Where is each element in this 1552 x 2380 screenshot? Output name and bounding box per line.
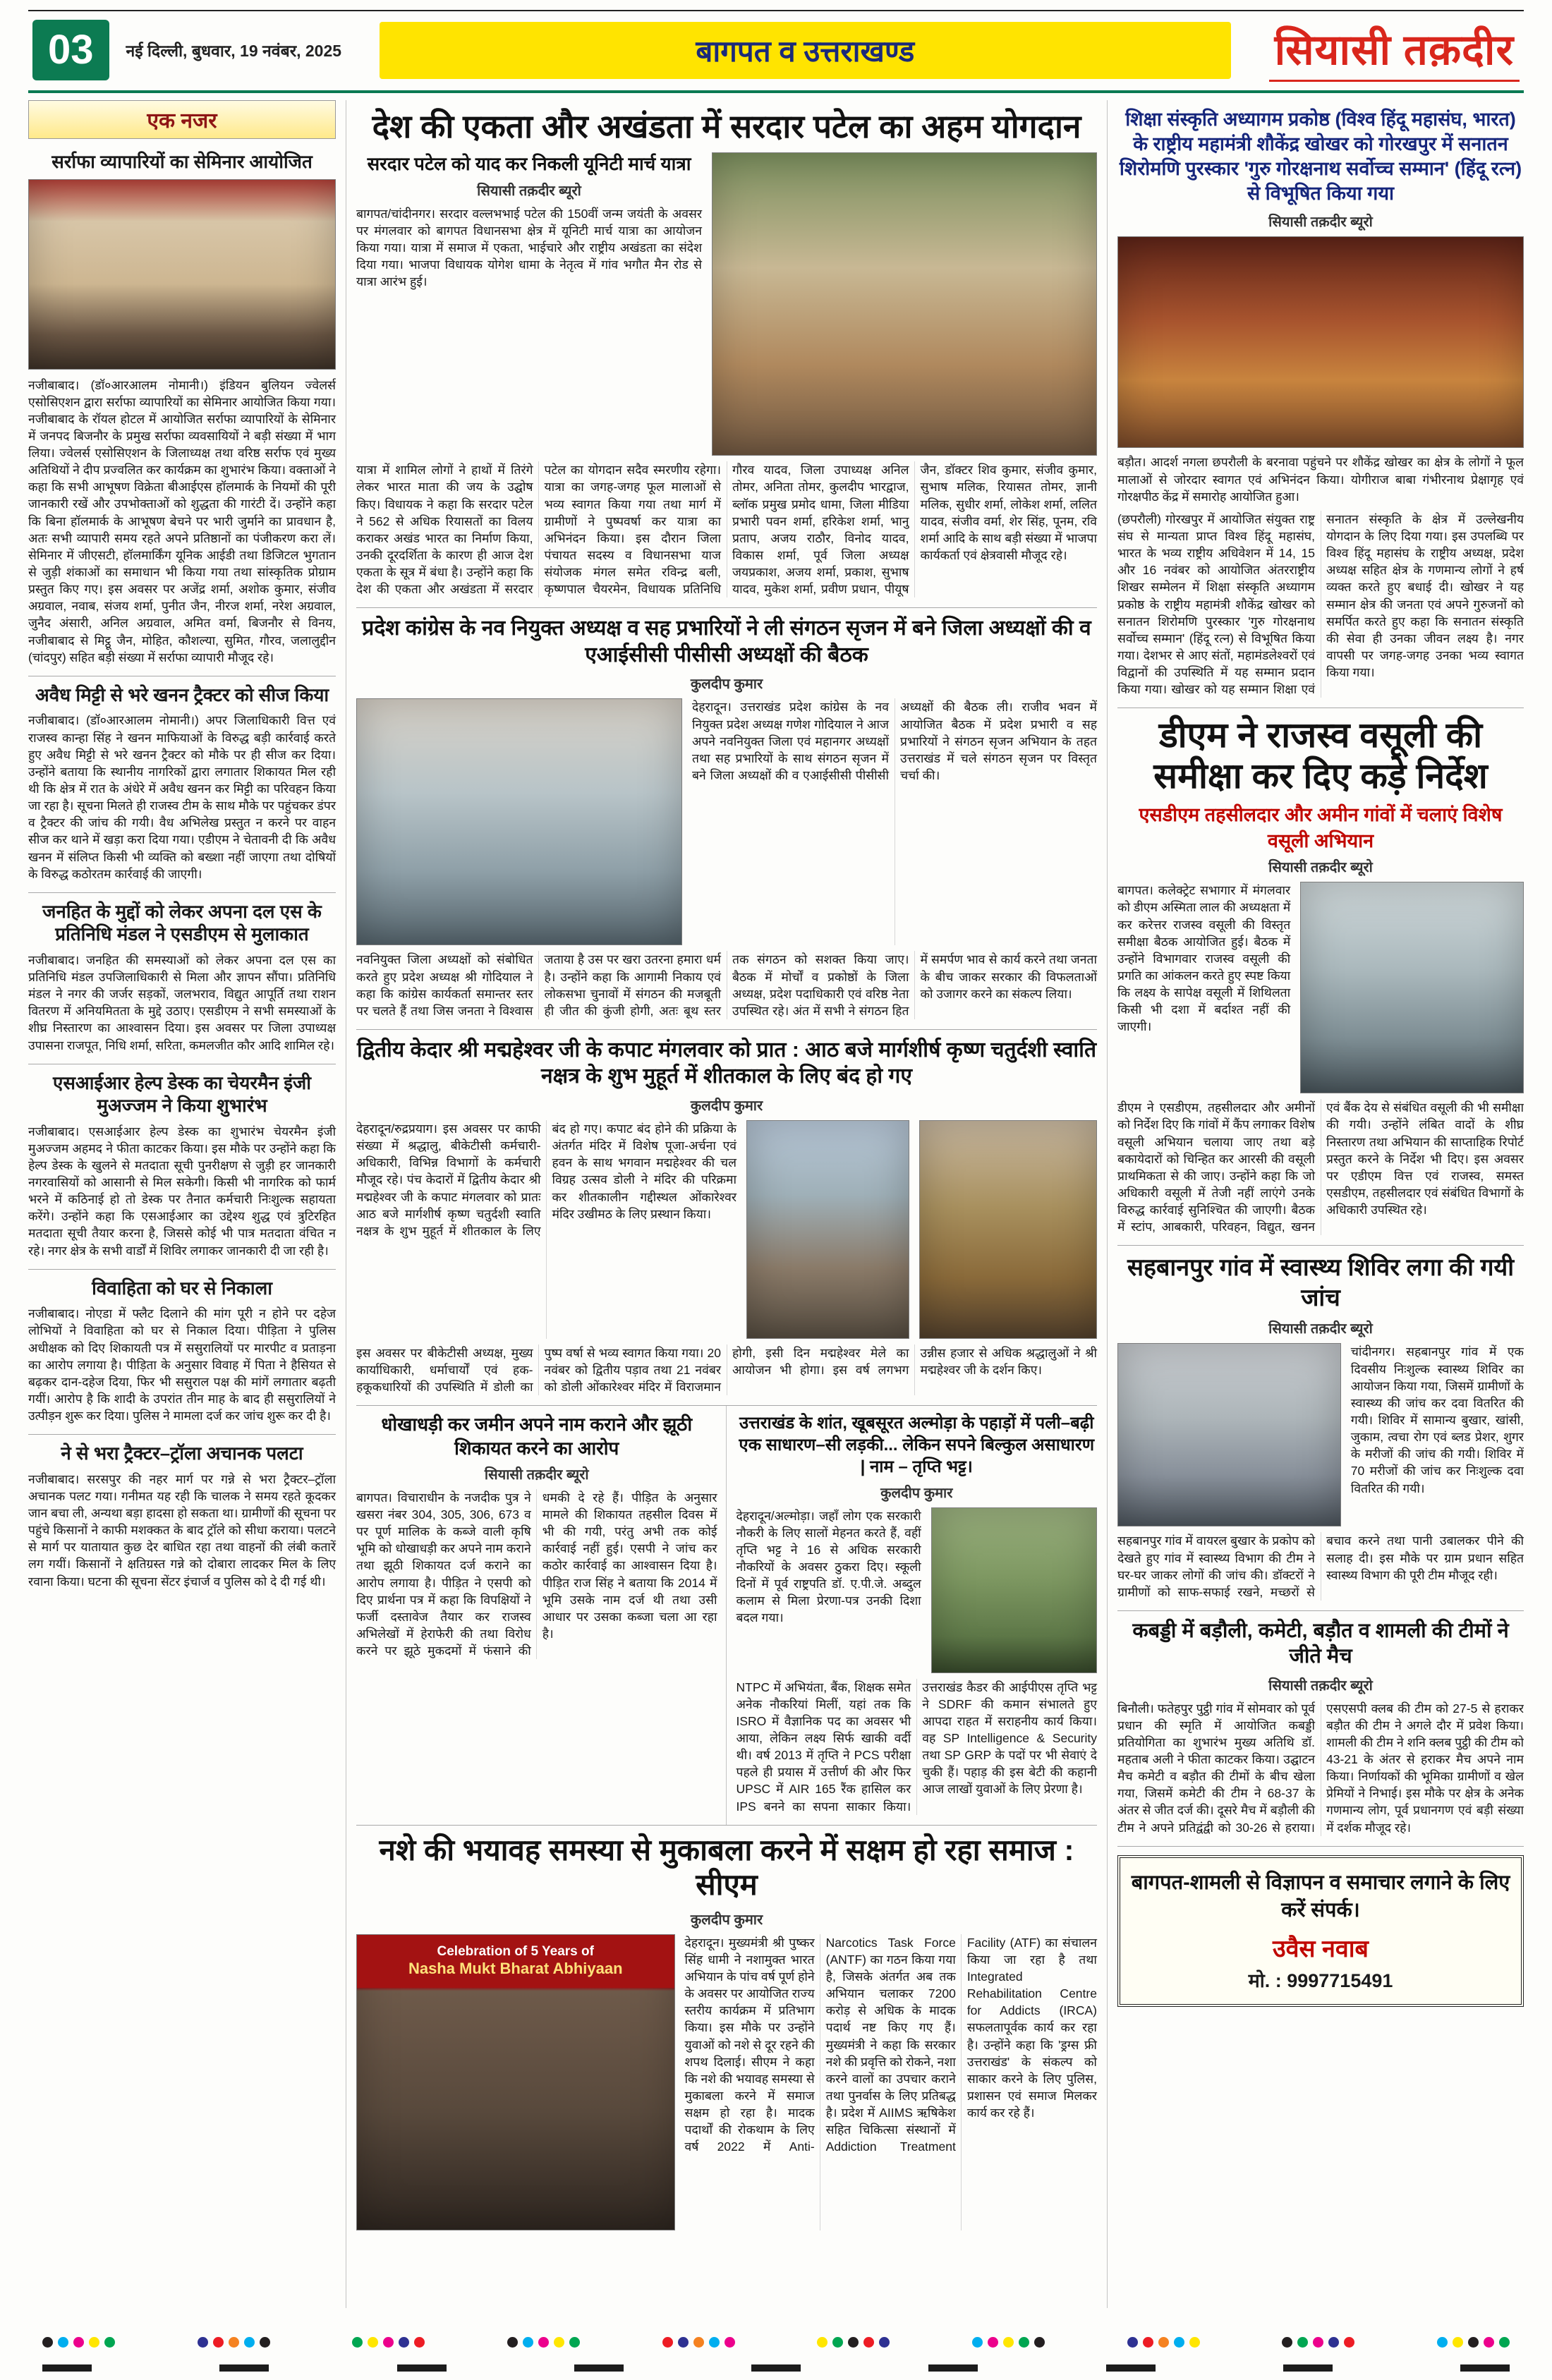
article-tractor-trolley-overturn bbox=[28, 1435, 336, 1599]
article-body-b: इस अवसर पर बीकेटीसी अध्यक्ष, मुख्य कार्याधिकारी, धर्माचार्यों एवं हक-हकूकधारियों की उपस्थिति में डोली का पुष्प वर्षा से भव्य स्वागत किया गया। 20 नवंबर को द्वितीय पड़ाव तथा 21 नवंबर को डोली ओंकारेश्वर मंदिर में विराजमान होगी, इसी दिन मद्महेश्वर मेले का आयोजन भी होगा। इस वर्ष लगभग उन्नीस हजार से अधिक श्रद्धालुओं ने श्री मद्महेश्वर जी के दर्शन किए। bbox=[356, 1345, 1097, 1395]
advert-message: बागपत-शामली से विज्ञापन व समाचार लगाने के लिए करें संपर्क। bbox=[1131, 1871, 1510, 1921]
article-body-b: नवनियुक्त जिला अध्यक्षों को संबोधित करते हुए प्रदेश अध्यक्ष श्री गोदियाल ने कहा कि कांग्रेस कार्यकर्ता समान्तर स्तर पर चलते हैं तथा जिस जनता ने विश्वास जताया है उस पर खरा उतरना हमारा धर्म है। उन्होंने कहा कि आगामी निकाय एवं लोकसभा चुनावों में संगठन की मजबूती ही जीत की कुंजी होगी, अतः बूथ स्तर तक संगठन को सशक्त किया जाए। बैठक में मोर्चों व प्रकोष्ठों के जिला अध्यक्ष, प्रदेश पदाधिकारी एवं वरिष्ठ नेता उपस्थित रहे। अंत में सभी ने संगठन हित में समर्पण भाव से कार्य करने तथा जनता के बीच जाकर सरकार की विफलताओं को उजागर करने का संकल्प लिया। bbox=[356, 952, 1097, 1018]
photo-congress-meeting bbox=[356, 698, 682, 945]
article-title: सर्राफा व्यापारियों का सेमिनार आयोजित bbox=[51, 151, 313, 172]
article-headline: धोखाधड़ी कर जमीन अपने नाम कराने और झूठी शिकायत करने का आरोप bbox=[381, 1414, 693, 1459]
photo-madmaheshwar-2 bbox=[919, 1120, 1097, 1339]
article-dm-revenue-review bbox=[1117, 708, 1524, 1246]
article-congress-meeting bbox=[356, 608, 1097, 1030]
article-headline: द्वितीय केदार श्री मद्महेश्वर जी के कपाट मंगलवार को प्रात : आठ बजे मार्गशीर्ष कृष्ण चतुर्दशी स्वाति नक्षत्र के शुभ मुहूर्त में शीतकाल के लिए बंद हो गए bbox=[356, 1038, 1097, 1088]
byline: कुलदीप कुमार bbox=[690, 1098, 763, 1114]
article-body: नजीबाबाद। (डॉ०आरआलम नोमानी।) इंडियन बुलियन ज्वेलर्स एसोसिएशन द्वारा सर्राफा व्यापारियों का सेमिनार आयोजित किया गया। नजीबाबाद के रॉयल होटल में आयोजित सर्राफा व्यापारियों के सेमिनार में जनपद बिजनौर के प्रमुख सर्राफा व्यवसायियों ने बड़ी संख्या में भाग लिया। ज्वेलर्स एसोसिएशन के जिलाध्यक्ष तथा वरिष्ठ सर्राफ एवं मुख्य अतिथियों ने दीप प्रज्वलित कर कार्यक्रम का शुभारंभ किया। वक्ताओं ने कहा कि सभी आभूषण विक्रेता बीआईएस हॉलमार्क के नियमों की पूरी जानकारी रखें और उपभोक्ताओं को शुद्धता की गारंटी दें। उन्होंने कहा कि बिना हॉलमार्क के आभूषण बेचने पर भारी जुर्माने का प्रावधान है, अतः सभी व्यापारी समय रहते अपने प्रतिष्ठानों का पंजीकरण करा लें। सेमिनार में जीएसटी, हॉलमार्किंग यूनिक आईडी तथा डिजिटल भुगतान से जुड़ी शंकाओं का समाधान भी किया गया तथा सांस्कृतिक प्रोग्राम प्रस्तुत किए गए। इस अवसर पर अजेंद्र शर्मा, अशोक कुमार, संजीव अग्रवाल, नवाब, संजय शर्मा, पुनीत जैन, नीरज शर्मा, नरेश अग्रवाल, जुनैद अंसारी, अनिल अग्रवाल, अमित वर्मा, बिजनौर से विनय, नजीबाबाद से मिट्ठू जैन, मोहित, कौशल्या, सुमित, गौरव, जलालुद्दीन (चांदपुर) सहित बड़ी संख्या में सर्राफा व्यापारी मौजूद रहे। bbox=[28, 377, 336, 664]
byline: सियासी तक़दीर ब्यूरो bbox=[1268, 214, 1373, 231]
section-title: बागपत व उत्तराखण्ड bbox=[380, 22, 1231, 79]
article-tripti-bhatt bbox=[736, 1406, 1098, 1824]
article-title: जनहित के मुद्दों को लेकर अपना दल एस के प्रतिनिधि मंडल ने एसडीएम से मुलाकात bbox=[42, 900, 322, 945]
article-headline: डीएम ने राजस्व वसूली की समीक्षा कर दिए कड़े निर्देश bbox=[1153, 715, 1488, 796]
article-body: यात्रा में शामिल लोगों ने हाथों में तिरंगे लेकर भारत माता की जय के उद्घोष किए। विधायक ने कहा कि सरदार पटेल ने 562 से अधिक रियासतों का विलय कराकर अखंड भारत का निर्माण किया, उनकी दूरदर्शिता के कारण ही आज देश एकता के सूत्र में बंधा है। उन्होंने कहा कि देश की एकता और अखंडता में सरदार पटेल का योगदान सदैव स्मरणीय रहेगा। यात्रा का जगह-जगह फूल मालाओं से भव्य स्वागत किया गया तथा मार्ग में ग्रामीणों ने पुष्पवर्षा कर यात्रा का अभिनंदन किया। इस दौरान जिला पंचायत सदस्य व विधानसभा याज संयोजक मंगल समेत रविन्द्र बली, कृष्णपाल चैयरमेन, विधायक प्रतिनिधि गौरव यादव, जिला उपाध्यक्ष अनिल तोमर, अनिता तोमर, कुलदीप भारद्वाज, ब्लॉक प्रमुख प्रमोद धामा, जिला मीडिया प्रभारी पवन शर्मा, हरिकेश शर्मा, भानु प्रताप, अजय राठौर, विनोद यादव, विकास शर्मा, पूर्व जिला अध्यक्ष जयप्रकाश, अजय शर्मा, प्रकाश, सुभाष यादव, मुकेश शर्मा, प्रवीण प्रधान, पीयूष जैन, डॉक्टर शिव कुमार, संजीव कुमार, सुभाष मलिक, रियासत तोमर, ज्ञानी मलिक, सुधीर शर्मा, लोकेश शर्मा, ललित यादव, संजीव वर्मा, शेर सिंह, पूनम, रवि शर्मा आदि के साथ बड़ी संख्या में भाजपा कार्यकर्ता एवं क्षेत्रवासी मौजूद रहे। bbox=[356, 463, 1097, 597]
article-headline: कबड्डी में बड़ौली, कमेटी, बड़ौत व शामली की टीमों ने जीते मैच bbox=[1132, 1620, 1509, 1668]
center-news-column bbox=[346, 100, 1108, 2308]
article-body: नजीबाबाद। (डॉ०आरआलम नोमानी।) अपर जिलाधिकारी वित्त एवं राजस्व कान्हा सिंह ने खनन माफियाओं के विरुद्ध बड़ी कार्रवाई करते हुए अवैध मिट्टी से भरे खनन ट्रैक्टर को मौके पर ही सीज कर दिया। उन्होंने बताया कि स्थानीय नागरिकों द्वारा लगातार शिकायत मिल रही थी कि क्षेत्र में रात के अंधेरे में अवैध खनन कर मिट्टी का परिवहन किया जा रहा है। सूचना मिलते ही राजस्व टीम के साथ मौके पर पहुंचकर डंपर व ट्रैक्टर की जांच की गयी। वैध अभिलेख प्रस्तुत न करने पर वाहन सीज कर थाने में खड़ा करा दिया गया। एडीएम ने चेतावनी दी कि अवैध खनन में संलिप्त किसी भी व्यक्ति को बख्शा नहीं जाएगा तथा दोषियों के विरुद्ध कठोरतम कार्रवाई की जाएगी। bbox=[28, 713, 336, 881]
newspaper-masthead: सियासी तक़दीर bbox=[1269, 19, 1520, 82]
article-cm-nasha-mukt bbox=[356, 1825, 1097, 2240]
article-title: विवाहिता को घर से निकाला bbox=[92, 1277, 272, 1299]
article-title: अवैध मिट्टी से भरे खनन ट्रैक्टर को सीज किया bbox=[35, 684, 329, 705]
article-title: ने से भरा ट्रैक्टर–ट्रॉला अचानक पलटा bbox=[61, 1443, 303, 1464]
article-body-b: (छपरौली) गोरखपुर में आयोजित संयुक्त राष्ट्र संघ से मान्यता प्राप्त विश्व हिंदू महासंघ, भारत के भव्य राष्ट्रीय अधिवेशन में 14, 15 और 16 नवंबर को आयोजित अंतरराष्ट्रीय शिखर सम्मेलन में शिक्षा संस्कृति अध्यागम प्रकोष्ठ के राष्ट्रीय महामंत्री शौकेंद्र खोखर को सनातन शिरोमणि पुरस्कार 'गुरु गोरक्षनाथ सर्वोच्च सम्मान' (हिंदू रत्न) से विभूषित किया गया। देशभर से आए संतों, महामंडलेश्वरों एवं विद्वानों की उपस्थिति में यह सम्मान प्रदान किया गया। खोखर को यह सम्मान शिक्षा एवं सनातन संस्कृति के क्षेत्र में उल्लेखनीय योगदान के लिए दिया गया। इस उपलब्धि पर विश्व हिंदू महासंघ के राष्ट्रीय अध्यक्ष, प्रदेश अध्यक्ष सहित क्षेत्र के गणमान्य लोगों ने हर्ष व्यक्त करते हुए बधाई दी। खोखर ने यह सम्मान क्षेत्र की जनता एवं अपने गुरुजनों को समर्पित करते हुए कहा कि सनातन संस्कृति की सेवा ही उनका जीवन लक्ष्य है। नगर वापसी पर जगह-जगह उनका भव्य स्वागत किया गया। bbox=[1117, 511, 1524, 697]
advert-contact-name: उवैस नवाब bbox=[1273, 1935, 1369, 1962]
photo-cm-event bbox=[356, 1934, 675, 2230]
left-news-column bbox=[28, 100, 346, 2308]
article-sardar-patel-unity-march bbox=[356, 100, 1097, 608]
article-kabaddi bbox=[1117, 1611, 1524, 1847]
article-vivahita bbox=[28, 1270, 336, 1435]
banner-line-2: Nasha Mukt Bharat Abhiyaan bbox=[408, 1960, 623, 1978]
article-body-b: NTPC में अभियंता, बैंक, शिक्षक समेत अनेक नौकरियां मिलीं, यहां तक कि ISRO में वैज्ञानिक पद का अवसर भी आया, लेकिन लक्ष्य सिर्फ खाकी वर्दी थी। वर्ष 2013 में तृप्ति ने PCS परीक्षा पहले ही प्रयास में उत्तीर्ण की और फिर UPSC में AIR 165 रैंक हासिल कर IPS बनने का सपना साकार किया। उत्तराखंड कैडर की आईपीएस तृप्ति भट्ट ने SDRF की कमान संभालते हुए आपदा राहत में सराहनीय कार्य किया। वह SP Intelligence & Security तथा SP GRP के पदों पर भी सेवाएं दे चुकी हैं। पहाड़ की इस बेटी की कहानी आज लाखों युवाओं के लिए प्रेरणा है। bbox=[736, 1680, 1097, 1814]
byline: कुलदीप कुमार bbox=[690, 676, 763, 693]
article-body: नजीबाबाद। नोएडा में फ्लैट दिलाने की मांग पूरी न होने पर दहेज लोभियों ने विवाहिता को घर से निकाल दिया। पीड़िता ने पुलिस अधीक्षक को दिए शिकायती पत्र में ससुरालियों पर मारपीट व प्रताड़ना का आरोप लगाया है। पीड़िता के अनुसार विवाह में पिता ने हैसियत से बढ़कर दान-दहेज दिया, फिर भी ससुराल पक्ष की मांगें लगातार बढ़ती गयीं। आरोप है कि शादी के उपरांत तीन माह के बाद ही ससुरालियों ने उत्पीड़न शुरू कर दिया। पुलिस ने मामला दर्ज कर जांच शुरू कर दी है। bbox=[28, 1306, 336, 1423]
article-body-a: बड़ौत। आदर्श नगला छपरौली के बरनावा पहुंचने पर शौकेंद्र खोखर का क्षेत्र के लोगों ने फूल मालाओं से जोरदार स्वागत एवं अभिनंदन किया। योगीराज बाबा गंभीरनाथ प्रेक्षागृह एवं गोरक्षपीठ केंद्र में समारोह आयोजित हुआ। bbox=[1117, 455, 1524, 504]
article-land-fraud bbox=[356, 1406, 727, 1824]
article-body-b: डीएम ने एसडीएम, तहसीलदार और अमीनों को निर्देश दिए कि गांवों में कैंप लगाकर विशेष वसूली अभियान चलाया जाए तथा बड़े बकायेदारों को चिन्हित कर आरसी की वसूली प्राथमिकता से की जाए। उन्होंने कहा कि जो अधिकारी वसूली में तेजी नहीं लाएंगे उनके विरुद्ध कार्रवाई सुनिश्चित की जाएगी। बैठक में स्टांप, आबकारी, परिवहन, विद्युत, खनन एवं बैंक देय से संबंधित वसूली की भी समीक्षा की गयी। उन्होंने लंबित वादों के शीघ्र निस्तारण तथा अभियान की साप्ताहिक रिपोर्ट प्रस्तुत करने के निर्देश भी दिए। इस अवसर पर एडीएम वित्त एवं राजस्व, समस्त एसडीएम, तहसीलदार एवं संबंधित विभागों के अधिकारी उपस्थित रहे। bbox=[1117, 1100, 1524, 1234]
contact-advert-box bbox=[1117, 1855, 1524, 2007]
registration-row-1 bbox=[42, 2337, 1510, 2348]
article-subhead: सरदार पटेल को याद कर निकली यूनिटी मार्च यात्रा bbox=[367, 153, 691, 175]
page-header bbox=[28, 10, 1524, 93]
article-madmaheshwar-kapat bbox=[356, 1030, 1097, 1406]
photo-tripti-bhatt bbox=[931, 1507, 1097, 1673]
event-banner bbox=[357, 1935, 674, 1988]
article-subhead: एसडीएम तहसीलदार और अमीन गांवों में चलाएं विशेष वसूली अभियान bbox=[1139, 804, 1503, 852]
article-mining-tractor-seized bbox=[28, 676, 336, 893]
registration-row-2 bbox=[42, 2364, 1510, 2372]
article-lead: बागपत/चांदीनगर। सरदार वल्लभभाई पटेल की 150वीं जन्म जयंती के अवसर पर मंगलवार को बागपत विधानसभा क्षेत्र में यूनिटी मार्च यात्रा का आयोजन किया गया। यात्रा में समाज में एकता, भाईचारे और राष्ट्रीय अखंडता का संदेश दिया गया। भाजपा विधायक योगेश धामा के नेतृत्व में गांव भगौत मैन रोड से यात्रा आरंभ हुई। bbox=[356, 206, 702, 289]
article-body: नजीबाबाद। जनहित की समस्याओं को लेकर अपना दल एस का प्रतिनिधि मंडल उपजिलाधिकारी से मिला और ज्ञापन सौंपा। प्रतिनिधि मंडल ने नगर की जर्जर सड़कों, जलभराव, विद्युत आपूर्ति तथा राशन वितरण में अनियमितता के मुद्दे उठाए। एसडीएम ने सभी समस्याओं के शीघ्र निस्तारण का आश्वासन दिया। इस अवसर पर जिला उपाध्यक्ष उपासना राजपूत, निधि शर्मा, सरिता, कमलजीत कौर आदि शामिल रहे। bbox=[28, 952, 336, 1052]
photo-dm-meeting bbox=[1300, 882, 1524, 1093]
article-body: नजीबाबाद। एसआईआर हेल्प डेस्क का शुभारंभ चेयरमैन इंजी मुअज्जम अहमद ने फीता काटकर किया। इस मौके पर उन्होंने कहा कि हेल्प डेस्क के खुलने से मतदाता सूची पुनरीक्षण से जुड़ी हर जानकारी नगरवासियों को आसानी से मिल सकेगी। किसी भी नागरिक को फार्म भरने में कठिनाई हो तो डेस्क पर तैनात कर्मचारी निःशुल्क सहायता करेंगे। उन्होंने कहा कि एसआईआर का उद्देश्य शुद्ध एवं त्रुटिरहित मतदाता सूची तैयार करना है, जिससे कोई भी पात्र मतदाता वंचित न रहे। नगर क्षेत्र के सभी वार्डों में शिविर लगाकर जानकारी दी जा रही है। bbox=[28, 1124, 336, 1258]
byline: सियासी तक़दीर ब्यूरो bbox=[484, 1467, 589, 1483]
article-body: नजीबाबाद। सरसपुर की नहर मार्ग पर गन्ने से भरा ट्रैक्टर–ट्रॉला अचानक पलट गया। गनीमत यह रही कि चालक ने समय रहते कूदकर जान बचा ली, अन्यथा बड़ा हादसा हो सकता था। ग्रामीणों की सूचना पर पहुंचे किसानों ने काफी मशक्कत के बाद ट्रॉले को सीधा कराया। पलटने से मार्ग पर यातायात कुछ देर बाधित रहा तथा वाहनों की लंबी कतारें लग गयीं। किसानों ने क्षतिग्रस्त गन्ने को दोबारा लादकर मिल के लिए रवाना किया। घटना की सूचना सेंटर इंचार्ज व पुलिस को दे दी गई थी। bbox=[28, 1471, 336, 1589]
right-news-column bbox=[1108, 100, 1524, 2308]
article-khokhar-award bbox=[1117, 100, 1524, 708]
article-headline: देश की एकता और अखंडता में सरदार पटेल का अहम योगदान bbox=[372, 108, 1081, 145]
article-headline: शिक्षा संस्कृति अध्यागम प्रकोष्ठ (विश्व हिंदू महासंघ, भारत) के राष्ट्रीय महामंत्री शौकेंद्र खोखर को गोरखपुर में सनातन शिरोमणि पुरस्कार 'गुरु गोरक्षनाथ सर्वोच्च सम्मान' (हिंदू रत्न) से विभूषित किया गया bbox=[1119, 109, 1522, 205]
advert-phone-number: मो. : 9997715491 bbox=[1248, 1969, 1393, 1991]
article-apna-dal-sdm bbox=[28, 893, 336, 1064]
page-content bbox=[28, 100, 1524, 2308]
article-body-a: देहरादून/अल्मोड़ा। जहाँ लोग एक सरकारी नौकरी के लिए सालों मेहनत करते हैं, वहीं तृप्ति भट्ट ने 16 से अधिक सरकारी नौकरियों के अवसर ठुकरा दिए। स्कूली दिनों में पूर्व राष्ट्रपति डॉ. ए.पी.जे. अब्दुल कलाम से मिला प्रेरणा-पत्र उनकी दिशा बदल गया। bbox=[736, 1508, 921, 1625]
byline: कुलदीप कुमार bbox=[690, 1912, 763, 1928]
article-headline: नशे की भयावह समस्या से मुकाबला करने में सक्षम हो रहा समाज : सीएम bbox=[379, 1833, 1074, 1902]
photo-unity-march bbox=[712, 152, 1097, 456]
byline: सियासी तक़दीर ब्यूरो bbox=[477, 183, 581, 199]
photo-health-camp bbox=[1117, 1343, 1341, 1526]
banner-line-1: Celebration of 5 Years of bbox=[437, 1944, 594, 1960]
column-label-ek-nazar: एक नजर bbox=[28, 100, 336, 139]
split-row bbox=[356, 1406, 1097, 1824]
page-number: 03 bbox=[32, 20, 109, 80]
article-body: बिनौली। फतेहपुर पुट्ठी गांव में सोमवार को पूर्व प्रधान की स्मृति में आयोजित कबड्डी प्रतियोगिता का शुभारंभ मुख्य अतिथि डॉ. महताब अली ने फीता काटकर किया। उद्घाटन मैच कमेटी व बड़ौत की टीमों के बीच खेला गया, जिसमें कमेटी की टीम ने 68-37 के अंतर से जीत दर्ज की। दूसरे मैच में बड़ौली की टीम ने अपने प्रतिद्वंद्वी को 30-26 से हराया। एसएसपी क्लब की टीम को 27-5 से हराकर बड़ौत की टीम ने अगले दौर में प्रवेश किया। शामली की टीम ने शनि क्लब पुट्ठी की टीम को 43-21 के अंतर से हराकर मैच अपने नाम किया। निर्णायकों की भूमिका ग्रामीणों व खेल प्रेमियों ने निभाई। इस मौके पर क्षेत्र के अनेक गणमान्य लोग, पूर्व प्रधानगण एवं बड़ी संख्या में दर्शक मौजूद रहे। bbox=[1117, 1701, 1524, 1835]
edition-date: नई दिल्ली, बुधवार, 19 नवंबर, 2025 bbox=[126, 42, 342, 60]
article-headline: उत्तराखंड के शांत, खूबसूरत अल्मोड़ा के पहाड़ों में पली–बढ़ी एक साधारण–सी लड़की... लेकिन सपने बिल्कुल असाधारण | नाम – तृप्ति भट्ट। bbox=[739, 1414, 1095, 1476]
article-body-a: बागपत। कलेक्ट्रेट सभागार में मंगलवार को डीएम अस्मिता लाल की अध्यक्षता में कर करेत्तर राजस्व वसूली की विस्तृत समीक्षा बैठक आयोजित हुई। बैठक में उन्होंने विभागवार राजस्व वसूली की प्रगति का आंकलन करते हुए स्पष्ट किया कि लक्ष्य के सापेक्ष वसूली में शिथिलता किसी भी दशा में बर्दाश्त नहीं की जाएगी। bbox=[1117, 883, 1291, 1034]
photo-madmaheshwar-1 bbox=[746, 1120, 909, 1339]
photo-award-ceremony bbox=[1117, 236, 1524, 448]
article-body: देहरादून। मुख्यमंत्री श्री पुष्कर सिंह धामी ने नशामुक्त भारत अभियान के पांच वर्ष पूर्ण होने के अवसर पर आयोजित राज्य स्तरीय कार्यक्रम में प्रतिभाग किया। इस मौके पर उन्होंने युवाओं को नशे से दूर रहने की शपथ दिलाई। सीएम ने कहा कि नशे की भयावह समस्या से मुकाबला करने में समाज सक्षम हो रहा है। मादक पदार्थों की रोकथाम के लिए वर्ष 2022 में Anti-Narcotics Task Force (ANTF) का गठन किया गया है, जिसके अंतर्गत अब तक अभियान चलाकर 7200 करोड़ से अधिक के मादक पदार्थ नष्ट किए गए हैं। मुख्यमंत्री ने कहा कि सरकार नशे की प्रवृत्ति को रोकने, नशा करने वालों का उपचार कराने तथा पुनर्वास के लिए प्रतिबद्ध है। प्रदेश में AIIMS ऋषिकेश सहित चिकित्सा संस्थानों में Addiction Treatment Facility (ATF) का संचालन किया जा रहा है तथा Integrated Rehabilitation Centre for Addicts (IRCA) सफलतापूर्वक कार्य कर रहा है। उन्होंने कहा कि 'ड्रग्स फ्री उत्तराखंड' के संकल्प को साकार करने के लिए पुलिस, प्रशासन एवं समाज मिलकर कार्य कर रहे हैं। bbox=[684, 1935, 1097, 2154]
article-body-a: देहरादून/रुद्रप्रयाग। इस अवसर पर काफी संख्या में श्रद्धालु, बीकेटीसी कर्मचारी-अधिकारी, विभिन्न विभागों के कर्मचारी मौजूद रहे। पंच केदारों में द्वितीय केदार श्री मद्महेश्वर जी के कपाट मंगलवार को प्रातः आठ बजे मार्गशीर्ष कृष्ण चतुर्दशी स्वाति नक्षत्र के शुभ मुहूर्त में शीतकाल के लिए बंद हो गए। कपाट बंद होने की प्रक्रिया के अंतर्गत मंदिर में विशेष पूजा-अर्चना एवं हवन के साथ भगवान मद्महेश्वर की चल विग्रह उत्सव डोली ने मंदिर की परिक्रमा कर शीतकालीन गद्दीस्थल ओंकारेश्वर मंदिर उखीमठ के लिए प्रस्थान किया। bbox=[356, 1121, 736, 1238]
article-body: बागपत। विचाराधीन के नजदीक पुत्र ने खसरा नंबर 304, 305, 306, 673 व पर पूर्ण मालिक के कब्जे वाली कृषि भूमि को धोखाधड़ी कर अपने नाम कराने तथा झूठी शिकायत दर्ज कराने का आरोप लगाया है। पीड़ित ने एसपी को दिए प्रार्थना पत्र में कहा कि विपक्षियों ने फर्जी दस्तावेज तैयार कर राजस्व अभिलेखों में हेराफेरी की तथा विरोध करने पर झूठे मुकदमों में फंसाने की धमकी दे रहे हैं। पीड़ित के अनुसार मामले की शिकायत तहसील दिवस में भी की गयी, परंतु अभी तक कोई कार्रवाई नहीं हुई। एसपी ने जांच कर कठोर कार्रवाई का आश्वासन दिया है। पीड़ित राज सिंह ने बताया कि 2014 में भूमि उसके नाम दर्ज थी तथा उसी आधार पर उसका कब्जा चला आ रहा है। bbox=[356, 1490, 717, 1658]
byline: सियासी तक़दीर ब्यूरो bbox=[1268, 1321, 1373, 1337]
article-headline: प्रदेश कांग्रेस के नव नियुक्त अध्यक्ष व सह प्रभारियों ने ली संगठन सृजन में बने जिला अध्यक्षों की व एआईसीसी पीसीसी अध्यक्षों की बैठक bbox=[362, 617, 1091, 667]
article-health-camp bbox=[1117, 1246, 1524, 1611]
article-sarrafa-seminar bbox=[28, 143, 336, 676]
photo-seminar bbox=[28, 179, 336, 370]
article-body-a: चांदीनगर। सहबानपुर गांव में एक दिवसीय निःशुल्क स्वास्थ्य शिविर का आयोजन किया गया, जिसमें ग्रामीणों के स्वास्थ्य की जांच कर दवा वितरित की गयी। शिविर में सामान्य बुखार, खांसी, जुकाम, त्वचा रोग एवं ब्लड प्रेशर, शुगर के मरीजों की जांच की गयी। शिविर में 70 मरीजों की जांच कर निःशुल्क दवा वितरित की गयी। bbox=[1350, 1344, 1524, 1495]
article-body-b: सहबानपुर गांव में वायरल बुखार के प्रकोप को देखते हुए गांव में स्वास्थ्य विभाग की टीम ने घर-घर जाकर लोगों की जांच की। डॉक्टरों ने ग्रामीणों को साफ-सफाई रखने, मच्छरों से बचाव करने तथा पानी उबालकर पीने की सलाह दी। इस मौके पर ग्राम प्रधान सहित स्वास्थ्य विभाग की पूरी टीम मौजूद रही। bbox=[1117, 1534, 1524, 1599]
byline: सियासी तक़दीर ब्यूरो bbox=[1268, 860, 1373, 876]
article-sir-help-desk bbox=[28, 1064, 336, 1270]
article-headline: सहबानपुर गांव में स्वास्थ्य शिविर लगा की गयी जांच bbox=[1127, 1254, 1515, 1311]
byline: कुलदीप कुमार bbox=[880, 1485, 953, 1501]
byline: सियासी तक़दीर ब्यूरो bbox=[1268, 1677, 1373, 1694]
article-title: एसआईआर हेल्प डेस्क का चेयरमैन इंजी मुअज्जम ने किया शुभारंभ bbox=[52, 1071, 312, 1117]
article-body-a: देहरादून। उत्तराखंड प्रदेश कांग्रेस के नव नियुक्त प्रदेश अध्यक्ष गणेश गोदियाल ने आज अपने नवनियुक्त जिला एवं महानगर अध्यक्षों तथा सह प्रभारियों के साथ संगठन सृजन में बने जिला अध्यक्षों की व एआईसीसी पीसीसी अध्यक्षों की बैठक ली। राजीव भवन में आयोजित बैठक में प्रदेश प्रभारी व सह प्रभारियों ने संगठन सृजन अभियान के तहत उत्तराखंड में चले संगठन सृजन पर विस्तृत चर्चा की। bbox=[692, 700, 1097, 782]
